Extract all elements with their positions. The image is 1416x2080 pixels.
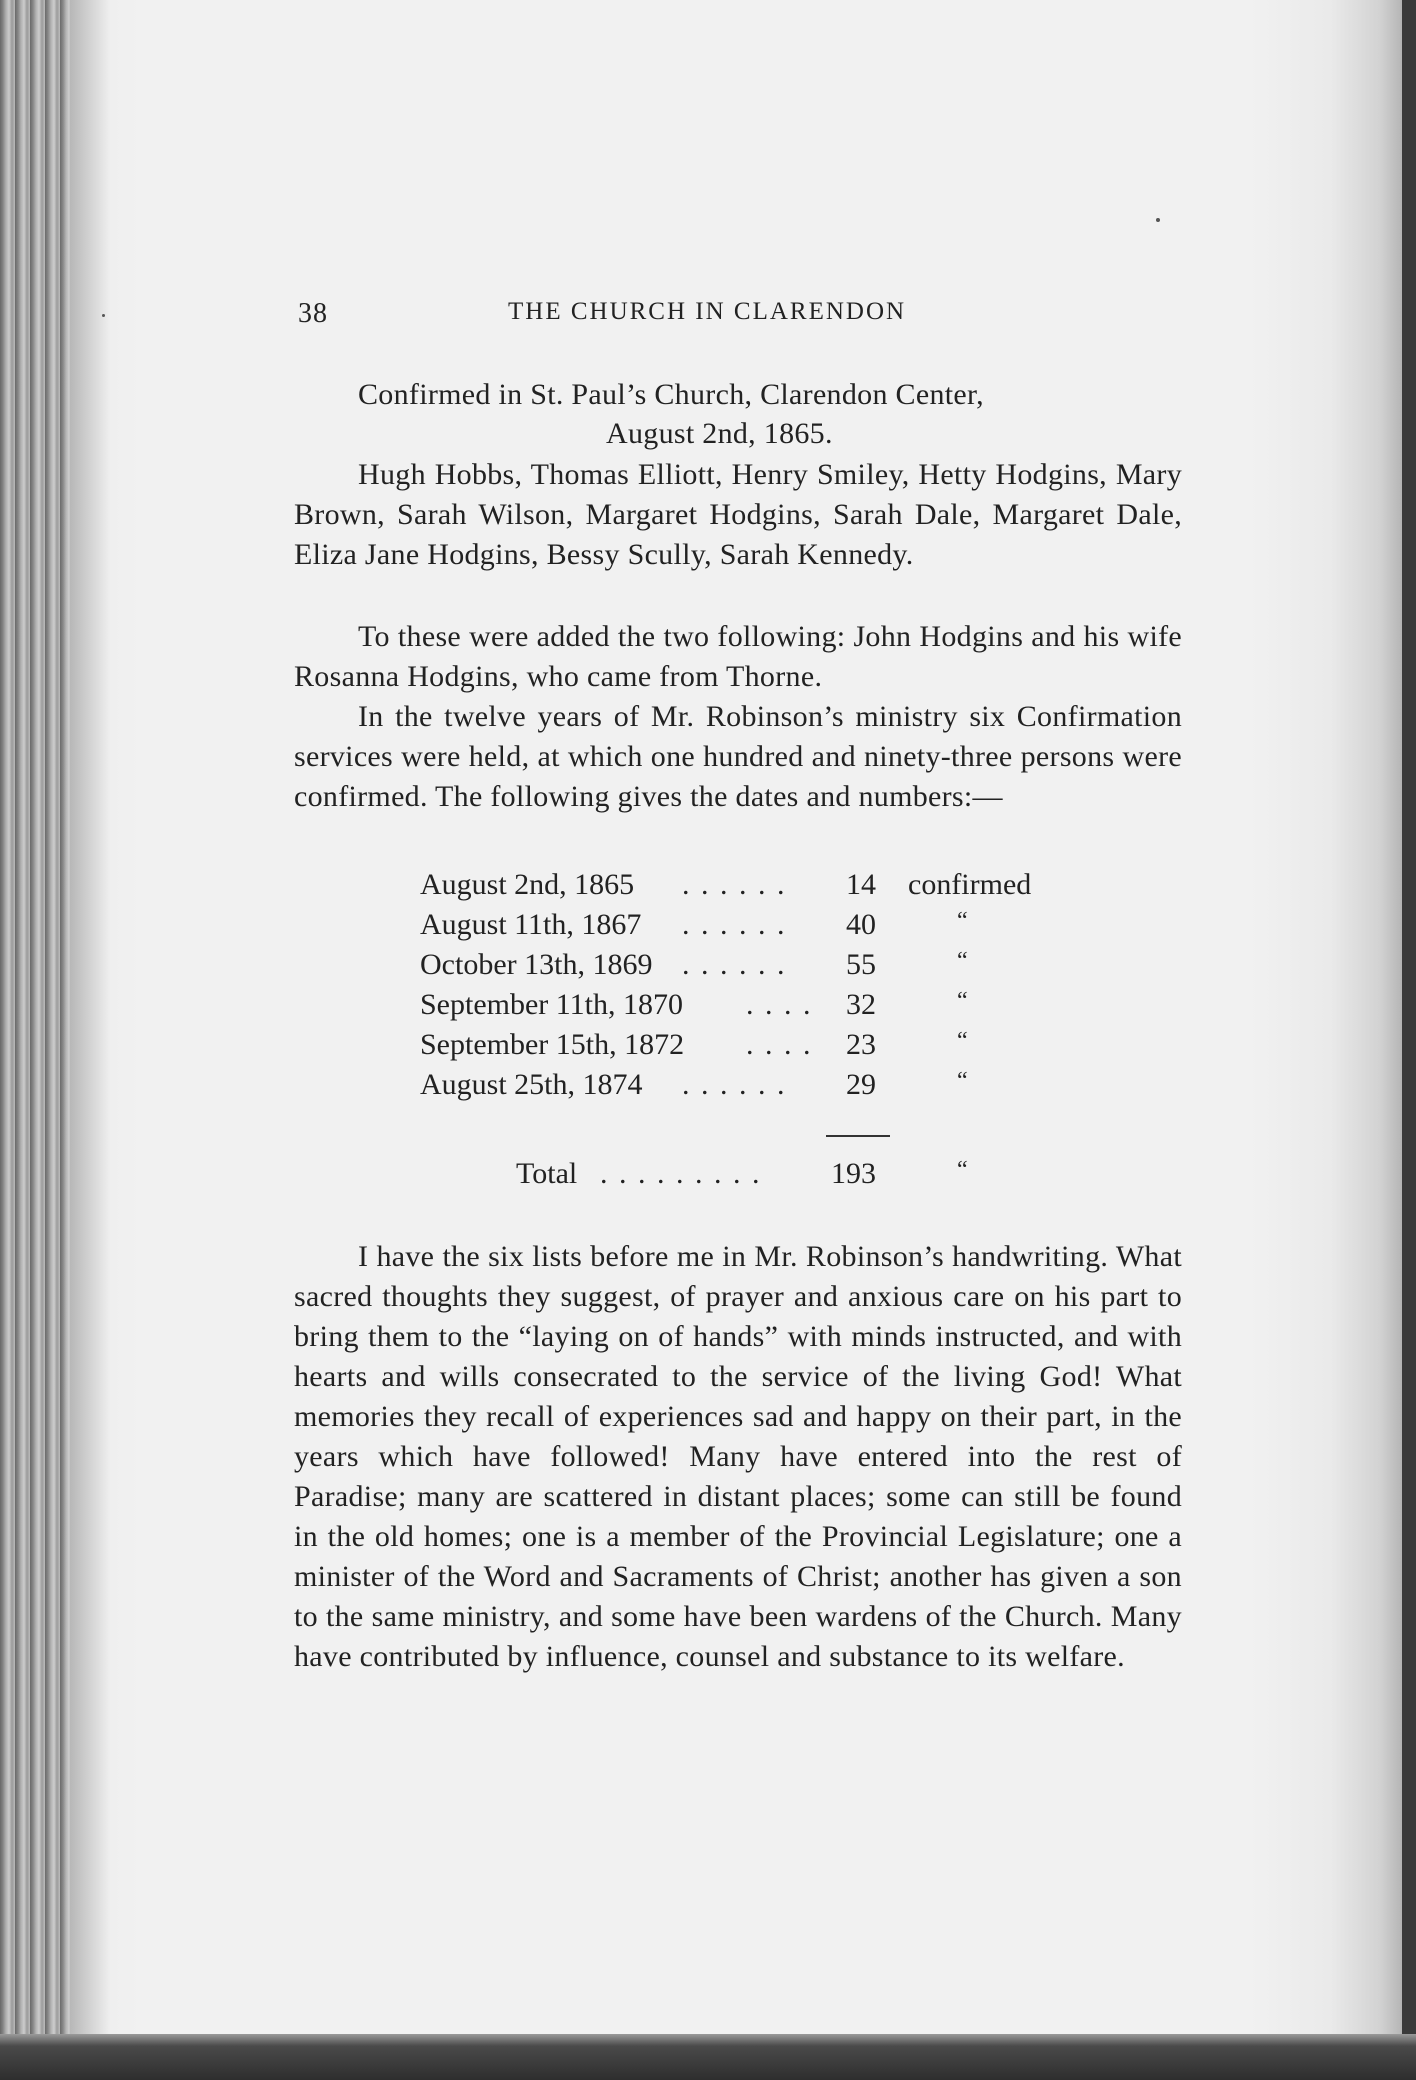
table-row	[420, 1068, 1080, 1108]
confirmation-count: 29	[846, 1068, 876, 1101]
table-row	[420, 908, 1080, 948]
confirmation-note: confirmed	[908, 868, 1032, 901]
ditto-mark: “	[957, 1028, 968, 1054]
closing-paragraph: I have the six lists before me in Mr. Robinson’s handwriting. What sacred thoughts they suggest, of prayer and anxious care on his part to bring them to the “laying on of hands” with minds instructed, and with hearts and wills consecrated to the service of the living God! What memories they recall of experiences sad and happy on their part, in the years which have followed! Many have entered into the rest of Paradise; many are scattered in distant places; some can still be found in the old homes; one is a member of the Provincial Legislature; one a minister of the Word and Sacraments of Christ; another has given a son to the same ministry, and some have been wardens of the Church. Many have contributed by influence, counsel and substance to its welfare.	[294, 1240, 1182, 1673]
total-count: 193	[831, 1157, 876, 1190]
ditto-mark: “	[957, 1157, 968, 1183]
dot-leader: . . . . . .	[682, 908, 787, 941]
section-heading-line-2: August 2nd, 1865.	[606, 417, 833, 450]
dot-leader: . . . .	[746, 1028, 813, 1061]
ministry-paragraph: In the twelve years of Mr. Robinson’s ministry six Confirmation services were held, at which one hundred and ninety-three persons were confirmed. The following gives the dates and numbers:—	[294, 700, 1182, 813]
confirmation-date: September 11th, 1870	[420, 988, 684, 1021]
ditto-mark: “	[957, 1068, 968, 1094]
total-row	[420, 1157, 1080, 1197]
added-paragraph: To these were added the two following: John Hodgins and his wife Rosanna Hodgins, who came from Thorne.	[294, 620, 1182, 693]
running-title: THE CHURCH IN CLARENDON	[508, 298, 907, 325]
ditto-mark: “	[957, 908, 968, 934]
dot-leader: . . . . . .	[682, 948, 787, 981]
ditto-mark: “	[957, 988, 968, 1014]
running-head	[298, 298, 1178, 338]
section-heading-line-1: Confirmed in St. Paul’s Church, Clarendon Center,	[358, 378, 984, 411]
confirmation-date: August 25th, 1874	[420, 1068, 643, 1101]
confirmation-count: 23	[846, 1028, 876, 1061]
confirmation-count: 55	[846, 948, 876, 981]
ditto-mark: “	[957, 948, 968, 974]
table-row	[420, 1028, 1080, 1068]
confirmation-count: 14	[846, 868, 876, 901]
dot-leader: . . . . . .	[682, 1068, 787, 1101]
dot-leader: . . . .	[746, 988, 813, 1021]
confirmation-date: September 15th, 1872	[420, 1028, 685, 1061]
dot-leader: . . . . . . . . .	[600, 1157, 762, 1190]
confirmation-date: August 11th, 1867	[420, 908, 642, 941]
confirmation-date: October 13th, 1869	[420, 948, 653, 981]
dot-leader: . . . . . .	[682, 868, 787, 901]
names-paragraph: Hugh Hobbs, Thomas Elliott, Henry Smiley, Hetty Hodgins, Mary Brown, Sarah Wilson, Margaret Hodgins, Sarah Dale, Margaret Dale, Eliza Jane Hodgins, Bessy Scully, Sarah Kennedy.	[294, 458, 1182, 571]
page-number: 38	[298, 298, 328, 329]
total-label: Total	[516, 1157, 578, 1190]
table-row	[420, 868, 1080, 908]
total-rule	[826, 1135, 890, 1137]
table-row	[420, 948, 1080, 988]
confirmation-count: 32	[846, 988, 876, 1021]
confirmation-date: August 2nd, 1865	[420, 868, 635, 901]
table-row	[420, 988, 1080, 1028]
confirmation-count: 40	[846, 908, 876, 941]
